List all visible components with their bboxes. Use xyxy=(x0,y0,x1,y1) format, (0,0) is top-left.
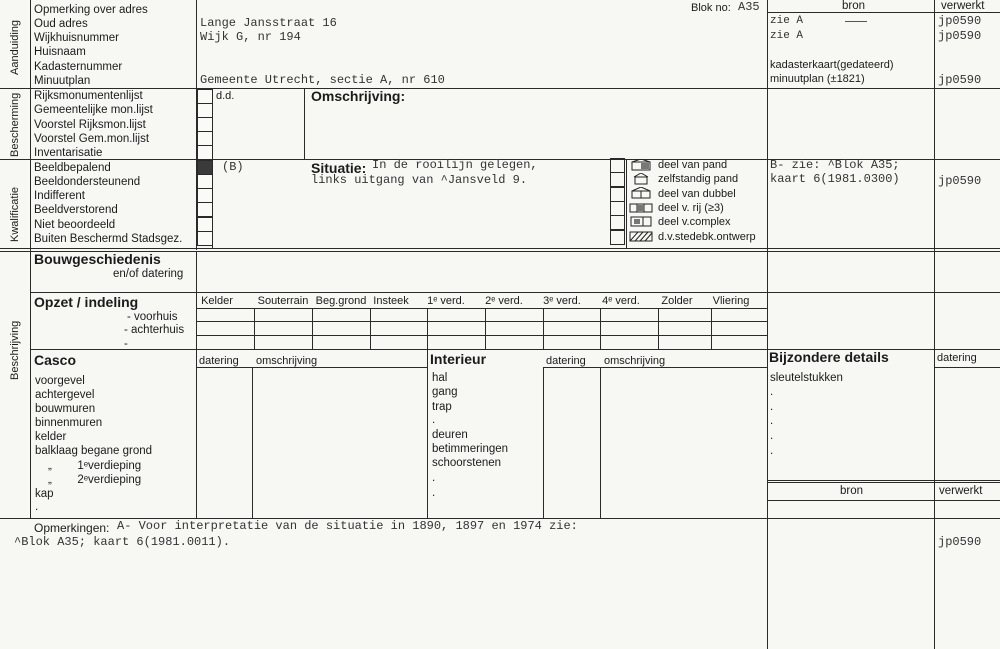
situatie-text-line: links uitgang van ^Jansveld 9. xyxy=(311,173,528,187)
bijzondere-item: sleutelstukken xyxy=(770,372,843,384)
option-deel-van-pand: deel van pand xyxy=(658,159,728,171)
casco-omschrijving-header: omschrijving xyxy=(256,355,318,367)
field-kadasternummer: Kadasternummer xyxy=(34,61,123,73)
interieur-item: betimmeringen xyxy=(432,443,509,455)
field-rijksmonumentenlijst: Rijksmonumentenlijst xyxy=(34,90,143,102)
dd-label: d.d. xyxy=(216,90,235,102)
field-indifferent: Indifferent xyxy=(34,190,85,202)
field-minuutplan: Minuutplan xyxy=(34,75,91,87)
checkbox-d-v-stedebk-ontwerp[interactable] xyxy=(610,230,625,245)
checkbox-deel-van-dubbel[interactable] xyxy=(610,187,625,202)
opmerkingen-verwerkt: jp0590 xyxy=(938,535,982,549)
interieur-omschrijving-header: omschrijving xyxy=(604,355,666,367)
bron-entry: kadasterkaart(gedateerd) xyxy=(770,59,894,71)
option-deel-v-complex: deel v.complex xyxy=(658,216,731,228)
column-souterrain: Souterrain xyxy=(257,295,309,307)
column-1-verd: 1ᵉ verd. xyxy=(427,295,465,307)
field-beeldverstorend: Beeldverstorend xyxy=(34,204,118,216)
interieur-title: Interieur xyxy=(430,351,487,367)
casco-item: voorgevel xyxy=(35,375,85,387)
interieur-item: trap xyxy=(432,401,452,413)
verwerkt-entry: jp0590 xyxy=(938,29,982,43)
checkbox-voorstel-rijksmon-lijst[interactable] xyxy=(197,117,213,132)
field-opmerking-over-adres: Opmerking over adres xyxy=(34,4,148,16)
opzet-row-achterhuis: - achterhuis xyxy=(124,324,185,336)
interieur-item: . xyxy=(432,487,436,499)
omschrijving-label: Omschrijving: xyxy=(311,88,406,104)
checkbox-buiten-beschermd[interactable] xyxy=(197,231,213,246)
field-wijkhuisnummer: Wijkhuisnummer xyxy=(34,32,119,44)
column-zolder: Zolder xyxy=(661,295,693,307)
casco-item: . xyxy=(35,501,39,513)
value-wijkhuisnummer: Wijk G, nr 194 xyxy=(200,30,301,44)
double-house-icon xyxy=(629,187,653,199)
bron-entry: zie A xyxy=(770,30,804,42)
checkbox-deel-van-pand[interactable] xyxy=(610,158,625,173)
interieur-item: gang xyxy=(432,386,458,398)
casco-item: kap xyxy=(35,488,54,500)
pand-part-icon xyxy=(629,159,653,171)
interieur-item: schoorstenen xyxy=(432,457,502,469)
field-voorstel-rijksmon-lijst: Voorstel Rijksmon.lijst xyxy=(34,119,146,131)
bescherming-side-label: Bescherming xyxy=(9,92,21,157)
checkbox-zelfstandig-pand[interactable] xyxy=(610,172,625,187)
field-niet-beoordeeld: Niet beoordeeld xyxy=(34,219,116,231)
casco-datering-header: datering xyxy=(199,355,239,367)
bijzondere-item: . xyxy=(770,430,774,442)
bijzondere-item: . xyxy=(770,445,774,457)
urban-design-icon xyxy=(629,230,653,242)
column-insteek: Insteek xyxy=(373,295,409,307)
aanduiding-side-label: Aanduiding xyxy=(9,19,21,75)
bouwgeschiedenis-title: Bouwgeschiedenis xyxy=(34,251,161,267)
verwerkt-entry: jp0590 xyxy=(938,14,982,28)
kwalificatie-side-label: Kwalificatie xyxy=(9,186,21,242)
casco-title: Casco xyxy=(34,352,77,368)
field-gemeentelijke-mon-lijst: Gemeentelijke mon.lijst xyxy=(34,104,153,116)
bijzondere-item: . xyxy=(770,415,774,427)
beschrijving-side-label: Beschrijving xyxy=(9,320,21,380)
option-deel-v-rij: deel v. rij (≥3) xyxy=(658,202,724,214)
field-buiten-beschermd-stadsgez: Buiten Beschermd Stadsgez. xyxy=(34,233,183,245)
checkbox-beeldbepalend-checked[interactable] xyxy=(197,160,213,175)
opzet-title: Opzet / indeling xyxy=(34,294,139,310)
kwalificatie-bron-line: kaart 6(1981.0300) xyxy=(770,172,900,186)
column-4-verd: 4ᵉ verd. xyxy=(602,295,640,307)
situatie-text-line: In de rooilijn gelegen, xyxy=(372,158,538,172)
column-2-verd: 2ᵉ verd. xyxy=(485,295,523,307)
checkbox-beeldverstorend[interactable] xyxy=(197,202,213,217)
field-beeldbepalend: Beeldbepalend xyxy=(34,162,111,174)
complex-icon xyxy=(629,215,653,227)
lower-verwerkt-header: verwerkt xyxy=(939,485,983,497)
casco-item: kelder xyxy=(35,431,67,443)
lower-bron-header: bron xyxy=(840,485,864,497)
bijzondere-title: Bijzondere details xyxy=(769,349,889,365)
interieur-datering-header: datering xyxy=(546,355,586,367)
opmerkingen-label: Opmerkingen: xyxy=(34,521,110,535)
row-houses-icon xyxy=(629,201,653,213)
interieur-item: . xyxy=(432,414,436,426)
blok-value: A35 xyxy=(738,0,760,14)
value-minuutplan: Gemeente Utrecht, sectie A, nr 610 xyxy=(200,73,445,87)
kwalificatie-bron-line: B- zie: ^Blok A35; xyxy=(770,158,900,172)
casco-item: binnenmuren xyxy=(35,417,103,429)
bron-header: bron xyxy=(842,0,866,12)
interieur-item: . xyxy=(432,472,436,484)
bron-entry: zie A xyxy=(770,15,804,27)
column-kelder: Kelder xyxy=(201,295,233,307)
verwerkt-entry: jp0590 xyxy=(938,73,982,87)
casco-item: „ 2ᵉverdieping xyxy=(48,474,142,486)
checkbox-gemeentelijke-mon-lijst[interactable] xyxy=(197,103,213,118)
opzet-row-blank: - xyxy=(124,338,128,350)
bijzondere-item: . xyxy=(770,401,774,413)
casco-item: achtergevel xyxy=(35,389,95,401)
bouwgeschiedenis-sub: en/of datering xyxy=(113,268,184,280)
checkbox-deel-v-rij[interactable] xyxy=(610,201,625,216)
casco-item: balklaag begane grond xyxy=(35,445,153,457)
standalone-house-icon xyxy=(629,173,653,185)
checkbox-rijksmonumentenlijst[interactable] xyxy=(197,89,213,104)
interieur-item: deuren xyxy=(432,429,468,441)
bron-entry: minuutplan (±1821) xyxy=(770,73,865,85)
checkbox-inventarisatie[interactable] xyxy=(197,145,213,160)
opmerkingen-text-line: ^Blok A35; kaart 6(1981.0011). xyxy=(14,535,231,549)
checkbox-beeldondersteunend[interactable] xyxy=(197,174,213,189)
checkbox-deel-v-complex[interactable] xyxy=(610,215,625,230)
field-oud-adres: Oud adres xyxy=(34,18,88,30)
casco-item: bouwmuren xyxy=(35,403,96,415)
value-oud-adres: Lange Jansstraat 16 xyxy=(200,16,337,30)
opmerkingen-text-line: A- Voor interpretatie van de situatie in 1890, 1897 en 1974 zie: xyxy=(117,519,578,533)
kwalificatie-verwerkt: jp0590 xyxy=(938,174,982,188)
casco-item: „ 1ᵉverdieping xyxy=(48,460,142,472)
opzet-row-voorhuis: - voorhuis xyxy=(127,311,178,323)
verwerkt-header: verwerkt xyxy=(941,0,985,12)
bijzondere-datering-header: datering xyxy=(937,352,977,364)
checkbox-voorstel-gem-mon-lijst[interactable] xyxy=(197,131,213,146)
situatie-label: Situatie: xyxy=(311,160,367,176)
blok-label: Blok no: xyxy=(691,2,731,14)
checkbox-niet-beoordeeld[interactable] xyxy=(197,217,213,232)
field-beeldondersteunend: Beeldondersteunend xyxy=(34,176,141,188)
bijzondere-item: . xyxy=(770,386,774,398)
checkbox-indifferent[interactable] xyxy=(197,188,213,203)
option-zelfstandig-pand: zelfstandig pand xyxy=(658,173,739,185)
column-vliering: Vliering xyxy=(712,295,750,307)
option-d-v-stedebk-ontwerp: d.v.stedebk.ontwerp xyxy=(658,231,756,243)
field-huisnaam: Huisnaam xyxy=(34,46,86,58)
column-3-verd: 3ᵉ verd. xyxy=(543,295,581,307)
dash-mark xyxy=(845,21,867,22)
column-beg-grond: Beg.grond xyxy=(315,295,367,307)
interieur-item: hal xyxy=(432,372,448,384)
option-deel-van-dubbel: deel van dubbel xyxy=(658,188,736,200)
kwalificatie-mark: (B) xyxy=(222,160,244,174)
field-voorstel-gem-mon-lijst: Voorstel Gem.mon.lijst xyxy=(34,133,150,145)
field-inventarisatie: Inventarisatie xyxy=(34,147,103,159)
